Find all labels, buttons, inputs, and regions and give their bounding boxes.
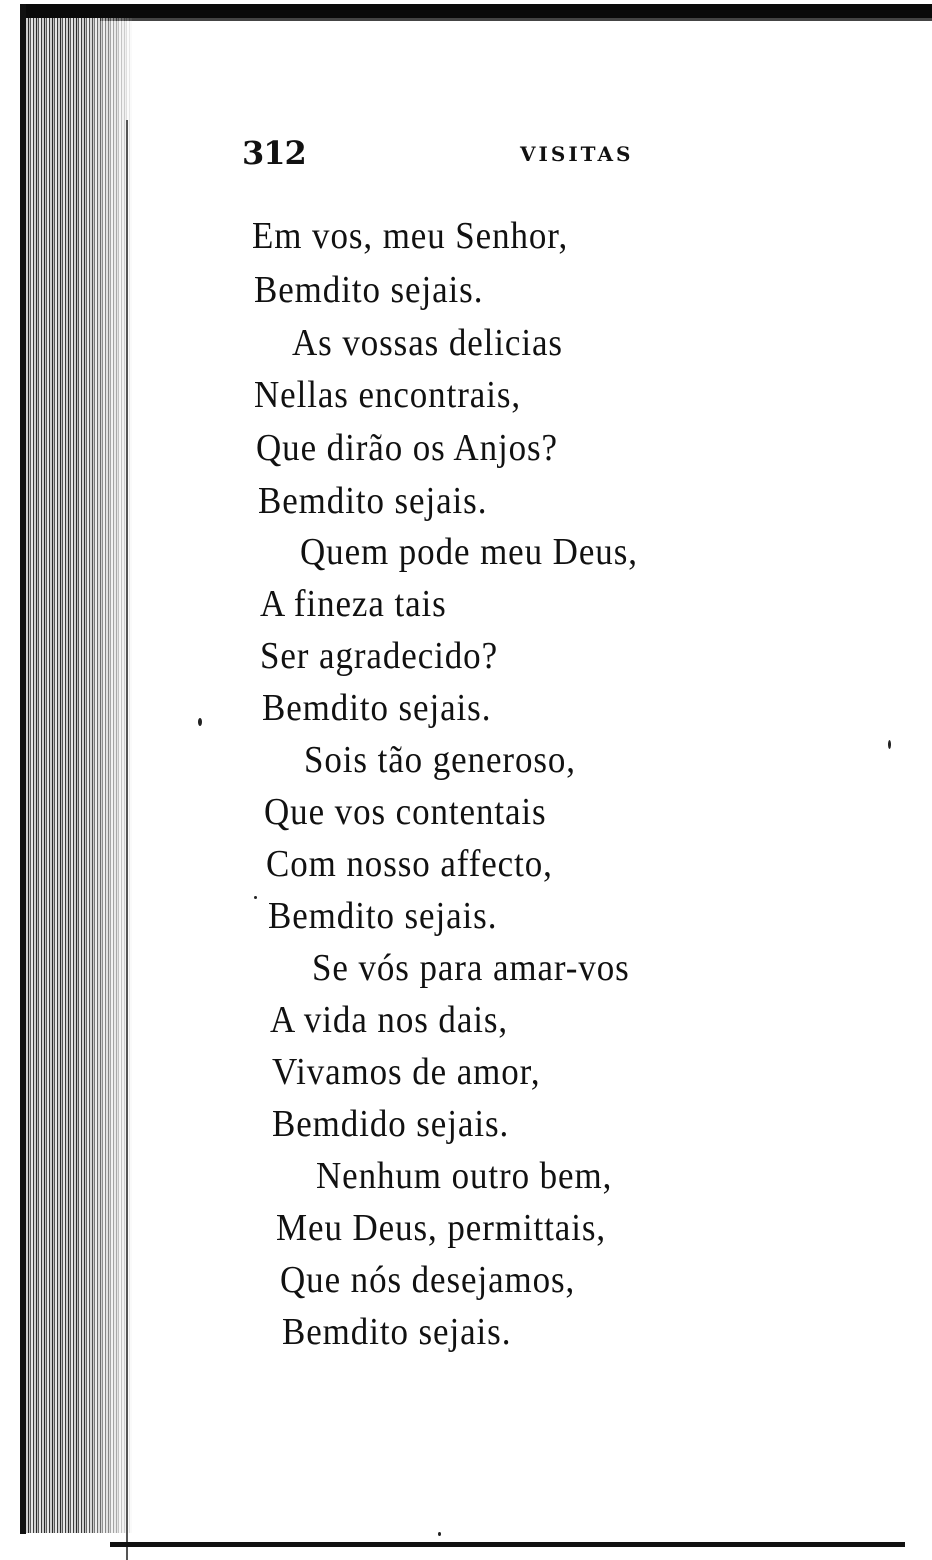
verse-line: Nellas encontrais, bbox=[254, 374, 522, 416]
verse-line: Bemdito sejais. bbox=[268, 895, 498, 937]
verse-line: Se vós para amar-vos bbox=[312, 947, 630, 989]
verse-line: Bemdito sejais. bbox=[254, 269, 484, 311]
gutter-fold-line bbox=[126, 120, 128, 1560]
verse-line: A fineza tais bbox=[260, 583, 447, 625]
ink-speck bbox=[198, 718, 202, 726]
verse-line: Sois tão generoso, bbox=[304, 739, 576, 781]
verse-line: Vivamos de amor, bbox=[272, 1051, 541, 1093]
page-number: 312 bbox=[242, 134, 306, 172]
verse-line: Meu Deus, permittais, bbox=[276, 1207, 607, 1249]
verse-line: Ser agradecido? bbox=[260, 635, 499, 677]
running-head: VISITAS bbox=[520, 142, 634, 166]
verse-line: Nenhum outro bem, bbox=[316, 1155, 613, 1197]
verse-line: Bemdido sejais. bbox=[272, 1103, 510, 1145]
verse-line: Bemdito sejais. bbox=[282, 1311, 512, 1353]
verse-line: Com nosso affecto, bbox=[266, 843, 553, 885]
verse-line: Bemdito sejais. bbox=[258, 480, 488, 522]
verse-line: Que vos contentais bbox=[264, 791, 547, 833]
page-bottom-edge bbox=[110, 1542, 905, 1547]
verse-line: Que dirão os Anjos? bbox=[256, 427, 558, 469]
ink-speck bbox=[254, 896, 257, 899]
book-spine-gutter bbox=[20, 18, 132, 1533]
verse-line: Bemdito sejais. bbox=[262, 687, 492, 729]
ink-speck bbox=[438, 1532, 441, 1536]
page-top-edge bbox=[20, 4, 932, 18]
verse-line: A vida nos dais, bbox=[270, 999, 509, 1041]
ink-speck bbox=[888, 740, 891, 749]
page-header bbox=[242, 136, 662, 172]
verse-line: As vossas delicias bbox=[292, 322, 563, 364]
page-top-shadow bbox=[100, 18, 932, 21]
verse-line: Quem pode meu Deus, bbox=[300, 531, 638, 573]
page-left-edge bbox=[20, 4, 26, 1534]
verse-line: Em vos, meu Senhor, bbox=[252, 215, 569, 257]
verse-line: Que nós desejamos, bbox=[280, 1259, 576, 1301]
